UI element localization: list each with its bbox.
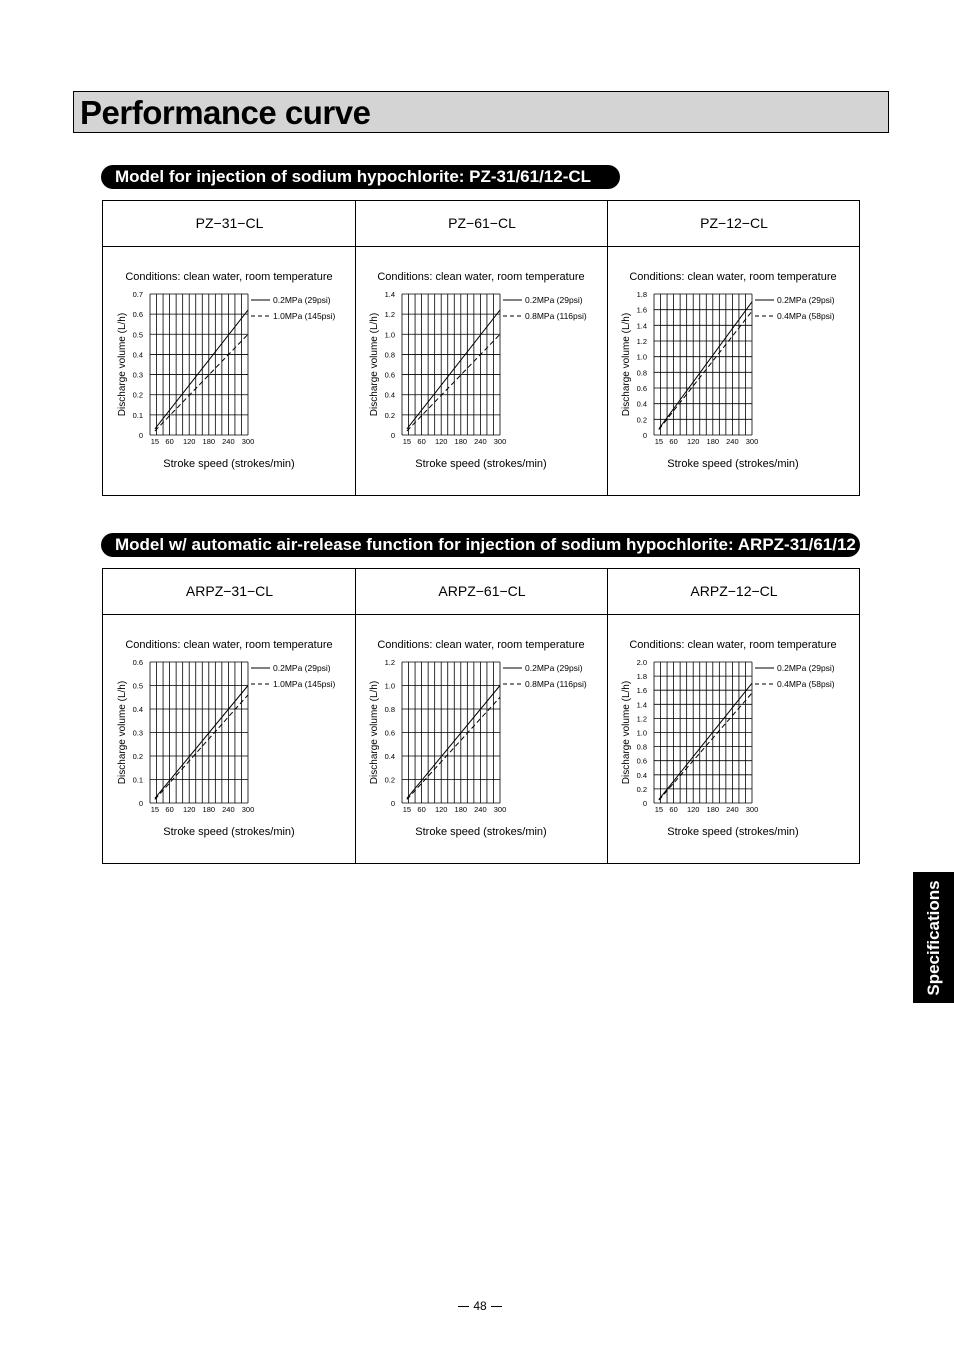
y-tick-label: 1.2	[384, 658, 395, 667]
x-tick-label: 180	[706, 805, 720, 814]
legend-label: 0.4MPa (58psi)	[777, 679, 835, 689]
chart-panel-pz	[102, 200, 860, 496]
y-tick-label: 0.4	[636, 399, 647, 409]
series-line-solid	[407, 310, 500, 429]
x-tick-label: 120	[434, 805, 448, 814]
y-tick-label: 0.4	[384, 390, 395, 400]
x-axis-label: Stroke speed (strokes/min)	[415, 826, 547, 838]
y-tick-label: 0.1	[132, 775, 143, 785]
x-tick-label: 300	[241, 437, 255, 446]
legend-label: 0.2MPa (29psi)	[273, 295, 331, 305]
legend-label: 0.2MPa (29psi)	[777, 663, 835, 673]
legend-label: 0.2MPa (29psi)	[525, 295, 583, 305]
model-label: ARPZ−31−CL	[185, 583, 274, 599]
y-tick-label: 0.4	[636, 770, 647, 780]
x-tick-label: 300	[745, 805, 759, 814]
x-tick-label: 300	[493, 805, 507, 814]
model-label: PZ−31−CL	[195, 215, 264, 231]
x-tick-label: 120	[686, 437, 700, 446]
series-line-solid	[407, 686, 500, 799]
legend-label: 0.8MPa (116psi)	[525, 679, 587, 689]
x-tick-label: 180	[202, 437, 216, 446]
series-line-dashed	[155, 695, 248, 800]
y-tick-label: 0	[138, 799, 143, 808]
model-label: ARPZ−12−CL	[690, 583, 778, 599]
series-line-dashed	[407, 697, 500, 799]
legend-label: 0.8MPa (116psi)	[525, 311, 587, 321]
chart-title: Conditions: clean water, room temperature	[377, 271, 585, 283]
y-tick-label: 0	[390, 799, 395, 808]
series-line-dashed	[155, 334, 248, 431]
y-tick-label: 0.6	[132, 658, 143, 667]
x-tick-label: 60	[669, 805, 678, 814]
legend-label: 1.0MPa (145psi)	[273, 679, 336, 689]
page-title: Performance curve	[80, 94, 371, 131]
y-tick-label: 1.8	[636, 290, 647, 299]
y-tick-label: 0.5	[132, 681, 143, 691]
series-line-dashed	[407, 334, 500, 431]
side-tab-label: Specifications	[923, 879, 943, 996]
x-tick-label: 15	[150, 437, 160, 446]
y-tick-label: 0.6	[636, 756, 647, 766]
x-tick-label: 180	[202, 805, 216, 814]
y-tick-label: 1.2	[384, 310, 395, 320]
y-tick-label: 0.2	[636, 415, 647, 425]
y-tick-label: 0.8	[384, 705, 395, 714]
series-line-solid	[155, 310, 248, 429]
x-tick-label: 120	[182, 437, 196, 446]
x-tick-label: 300	[493, 437, 507, 446]
x-tick-label: 300	[745, 437, 759, 446]
x-tick-label: 180	[706, 437, 720, 446]
x-tick-label: 120	[434, 437, 448, 446]
y-tick-label: 0	[642, 799, 647, 808]
y-tick-label: 0.6	[384, 370, 395, 380]
legend-label: 0.2MPa (29psi)	[525, 663, 583, 673]
y-tick-label: 0.4	[384, 752, 395, 761]
y-tick-label: 1.8	[636, 672, 647, 682]
x-tick-label: 120	[686, 805, 700, 814]
chart-title: Conditions: clean water, room temperature	[629, 271, 837, 283]
chart-title: Conditions: clean water, room temperature	[125, 271, 333, 283]
chart-title: Conditions: clean water, room temperature	[125, 639, 333, 651]
y-axis-label: Discharge volume (L/h)	[621, 312, 632, 417]
series-line-solid	[155, 686, 248, 799]
x-tick-label: 240	[726, 805, 739, 814]
y-axis-label: Discharge volume (L/h)	[369, 312, 380, 417]
y-tick-label: 0.7	[132, 290, 143, 299]
chart-arpz-61-cl	[355, 569, 608, 863]
y-tick-label: 1.4	[384, 290, 395, 299]
x-tick-label: 120	[182, 805, 196, 814]
series-line-dashed	[659, 311, 752, 429]
x-tick-label: 240	[222, 437, 235, 446]
x-axis-label: Stroke speed (strokes/min)	[667, 458, 799, 470]
y-tick-label: 0.6	[132, 310, 143, 320]
x-tick-label: 240	[222, 805, 235, 814]
y-tick-label: 1.2	[636, 337, 647, 346]
x-tick-label: 240	[474, 437, 487, 446]
page-number	[430, 1299, 530, 1313]
chart-pz-31-cl	[103, 201, 356, 495]
y-tick-label: 0.1	[132, 410, 143, 420]
y-tick-label: 0.8	[636, 368, 647, 378]
series-line-solid	[659, 302, 752, 429]
y-tick-label: 2.0	[636, 658, 647, 667]
x-tick-label: 60	[165, 805, 174, 814]
y-axis-label: Discharge volume (L/h)	[369, 680, 380, 785]
y-tick-label: 0.3	[132, 370, 143, 380]
section-side-tab	[913, 872, 954, 1003]
y-tick-label: 0.3	[132, 728, 143, 738]
legend-label: 1.0MPa (145psi)	[273, 311, 336, 321]
chart-arpz-31-cl	[103, 569, 356, 863]
chart-pz-12-cl	[607, 201, 860, 495]
series-line-solid	[659, 683, 752, 799]
page-title-bar	[73, 91, 889, 133]
model-label: PZ−61−CL	[448, 215, 516, 231]
page-number-text: 48	[473, 1299, 487, 1313]
x-tick-label: 60	[417, 437, 426, 446]
section-heading-arpz: Model w/ automatic air-release function for injection of sodium hypochlorite: ARPZ-31/61/12	[101, 533, 860, 557]
x-tick-label: 60	[165, 437, 174, 446]
y-tick-label: 0.2	[132, 752, 143, 761]
x-axis-label: Stroke speed (strokes/min)	[163, 826, 295, 838]
section-heading-pz: Model for injection of sodium hypochlorite: PZ-31/61/12-CL	[101, 165, 620, 189]
y-tick-label: 0.2	[132, 390, 143, 400]
x-tick-label: 180	[454, 805, 468, 814]
x-tick-label: 15	[150, 805, 160, 814]
y-tick-label: 1.0	[636, 728, 647, 738]
y-tick-label: 0.2	[384, 410, 395, 420]
y-tick-label: 1.0	[384, 330, 395, 340]
chart-pz-61-cl	[355, 201, 608, 495]
model-label: PZ−12−CL	[700, 215, 768, 231]
y-tick-label: 0.6	[636, 384, 647, 393]
legend-label: 0.2MPa (29psi)	[777, 295, 835, 305]
x-axis-label: Stroke speed (strokes/min)	[667, 826, 799, 838]
y-tick-label: 0.8	[636, 742, 647, 752]
x-tick-label: 15	[654, 437, 664, 446]
y-axis-label: Discharge volume (L/h)	[117, 680, 128, 785]
x-axis-label: Stroke speed (strokes/min)	[163, 458, 295, 470]
y-tick-label: 1.4	[636, 321, 647, 331]
y-axis-label: Discharge volume (L/h)	[117, 312, 128, 417]
x-tick-label: 15	[402, 437, 412, 446]
y-tick-label: 1.6	[636, 686, 647, 696]
x-tick-label: 240	[726, 437, 739, 446]
x-tick-label: 240	[474, 805, 487, 814]
model-label: ARPZ−61−CL	[438, 583, 526, 599]
legend-label: 0.2MPa (29psi)	[273, 663, 331, 673]
y-tick-label: 1.0	[384, 681, 395, 691]
y-tick-label: 0.4	[132, 350, 143, 360]
y-tick-label: 0	[390, 431, 395, 440]
x-tick-label: 15	[402, 805, 412, 814]
y-tick-label: 0.2	[636, 784, 647, 794]
y-tick-label: 0.8	[384, 350, 395, 360]
y-axis-label: Discharge volume (L/h)	[621, 680, 632, 785]
y-tick-label: 1.0	[636, 352, 647, 362]
y-tick-label: 0	[138, 431, 143, 440]
chart-title: Conditions: clean water, room temperature	[377, 639, 585, 651]
chart-arpz-12-cl	[607, 569, 860, 863]
y-tick-label: 0.5	[132, 330, 143, 340]
y-tick-label: 1.6	[636, 305, 647, 315]
x-tick-label: 60	[417, 805, 426, 814]
legend-label: 0.4MPa (58psi)	[777, 311, 835, 321]
y-tick-label: 1.4	[636, 700, 647, 710]
x-tick-label: 15	[654, 805, 664, 814]
y-tick-label: 0.4	[132, 705, 143, 714]
y-tick-label: 1.2	[636, 714, 647, 724]
x-tick-label: 180	[454, 437, 468, 446]
x-tick-label: 300	[241, 805, 255, 814]
y-tick-label: 0.2	[384, 775, 395, 785]
chart-title: Conditions: clean water, room temperature	[629, 639, 837, 651]
x-axis-label: Stroke speed (strokes/min)	[415, 458, 547, 470]
chart-panel-arpz	[102, 568, 860, 864]
y-tick-label: 0.6	[384, 728, 395, 738]
x-tick-label: 60	[669, 437, 678, 446]
y-tick-label: 0	[642, 431, 647, 440]
